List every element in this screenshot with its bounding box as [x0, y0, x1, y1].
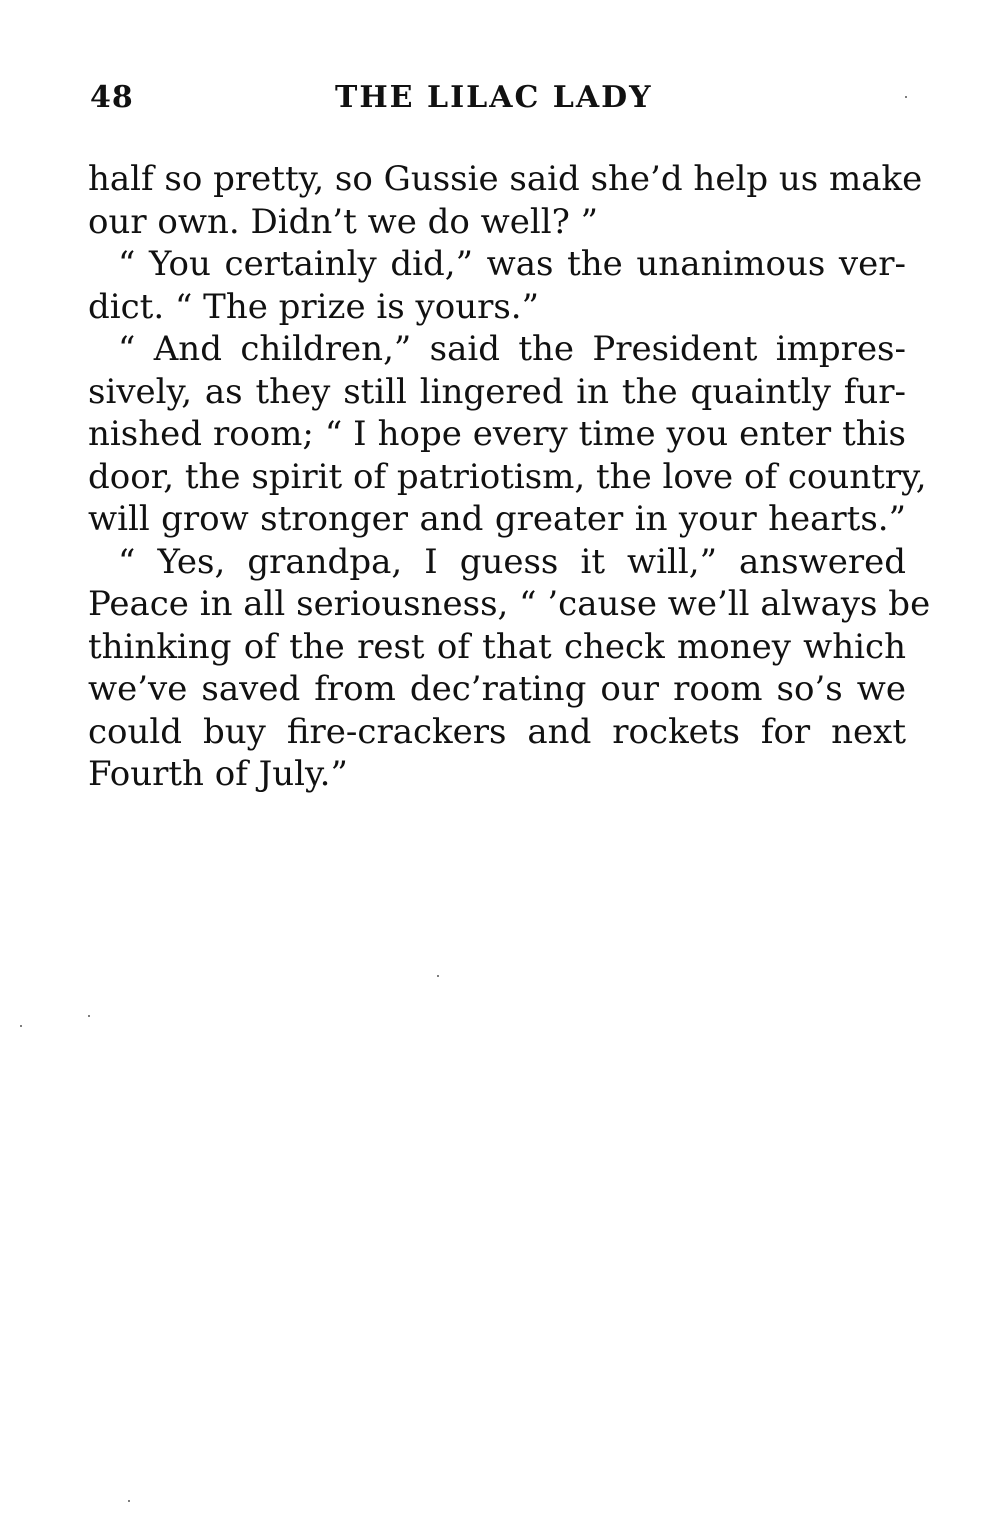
scan-speck — [128, 1500, 130, 1502]
text-line: Fourth of July.” — [88, 754, 348, 794]
text-line: “ And children,” said the President impres- — [118, 329, 906, 369]
text-line: door, the spirit of patriotism, the love of country, — [88, 456, 927, 497]
text-line: will grow stronger and greater in your hearts.” — [88, 499, 906, 539]
text-line: “ Yes, grandpa, I guess it will,” answered — [118, 541, 906, 582]
text-line: “ You certainly did,” was the unanimous ver- — [118, 244, 906, 284]
text-line: could buy fire-crackers and rockets for next — [88, 711, 906, 752]
text-line: our own. Didn’t we do well? ” — [88, 201, 599, 242]
running-title: THE LILAC LADY — [335, 80, 653, 115]
body-text — [88, 158, 931, 796]
text-line: half so pretty, so Gussie said she’d help us make — [88, 159, 923, 199]
scan-speck — [905, 96, 907, 98]
scan-speck — [88, 1015, 90, 1017]
scan-speck — [437, 975, 439, 977]
text-line: dict. “ The prize is yours.” — [88, 286, 539, 327]
text-line: sively, as they still lingered in the quaintly fur- — [88, 371, 906, 412]
text-line: Peace in all seriousness, “ ’cause we’ll always be — [88, 584, 931, 624]
text-line: nished room; “ I hope every time you enter this — [88, 414, 906, 454]
page-header — [90, 80, 910, 130]
text-line: thinking of the rest of that check money which — [88, 626, 906, 667]
text-line: we’ve saved from dec’rating our room so’s we — [88, 669, 906, 709]
scan-speck — [20, 1025, 22, 1027]
page-number: 48 — [90, 80, 134, 115]
